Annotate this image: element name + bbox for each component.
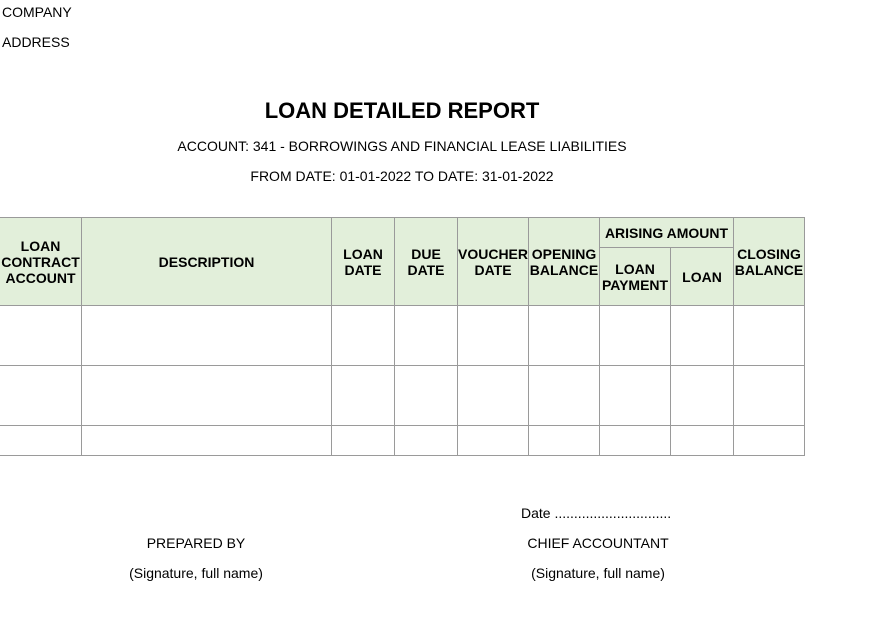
table-cell (395, 306, 458, 366)
table-cell (734, 426, 805, 456)
table-cell (0, 366, 82, 426)
table-row (0, 426, 805, 456)
header-due-date: DUE DATE (395, 218, 458, 306)
table-cell (458, 366, 529, 426)
table-cell (458, 426, 529, 456)
table-cell (395, 426, 458, 456)
chief-accountant-label: CHIEF ACCOUNTANT (527, 535, 669, 551)
address-label: ADDRESS (2, 34, 70, 50)
table-cell (0, 426, 82, 456)
prepared-by-label: PREPARED BY (146, 535, 246, 551)
table-cell (600, 366, 671, 426)
loan-report-table (0, 217, 805, 456)
table-cell (82, 306, 332, 366)
report-title: LOAN DETAILED REPORT (264, 98, 540, 123)
header-opening-balance: OPENING BALANCE (529, 218, 600, 306)
header-loan-date: LOAN DATE (332, 218, 395, 306)
table-row (0, 366, 805, 426)
header-closing-balance: CLOSING BALANCE (734, 218, 805, 306)
table-cell (82, 426, 332, 456)
table-cell (600, 306, 671, 366)
table-cell (529, 426, 600, 456)
table-cell (529, 306, 600, 366)
header-description: DESCRIPTION (82, 218, 332, 306)
header-loan: LOAN (671, 248, 734, 306)
date-range-line: FROM DATE: 01-01-2022 TO DATE: 31-01-2022 (250, 168, 554, 184)
chief-accountant-signature-note: (Signature, full name) (531, 565, 665, 581)
table-cell (671, 366, 734, 426)
table-cell (671, 426, 734, 456)
table-cell (671, 306, 734, 366)
date-line: Date .............................. (521, 505, 672, 521)
table-cell (734, 366, 805, 426)
table-cell (734, 306, 805, 366)
table-cell (0, 306, 82, 366)
account-line: ACCOUNT: 341 - BORROWINGS AND FINANCIAL LEASE LIABILITIES (177, 138, 627, 154)
table-row (0, 306, 805, 366)
table-cell (395, 366, 458, 426)
header-loan-contract-account: LOAN CONTRACT ACCOUNT (0, 218, 82, 306)
company-label: COMPANY (2, 4, 72, 20)
header-voucher-date: VOUCHER DATE (458, 218, 529, 306)
table-cell (600, 426, 671, 456)
table-cell (332, 366, 395, 426)
header-arising-amount: ARISING AMOUNT (600, 218, 734, 248)
table-cell (332, 426, 395, 456)
prepared-by-signature-note: (Signature, full name) (129, 565, 263, 581)
table-cell (82, 366, 332, 426)
table-cell (529, 366, 600, 426)
table-cell (458, 306, 529, 366)
table-cell (332, 306, 395, 366)
header-loan-payment: LOAN PAYMENT (600, 248, 671, 306)
